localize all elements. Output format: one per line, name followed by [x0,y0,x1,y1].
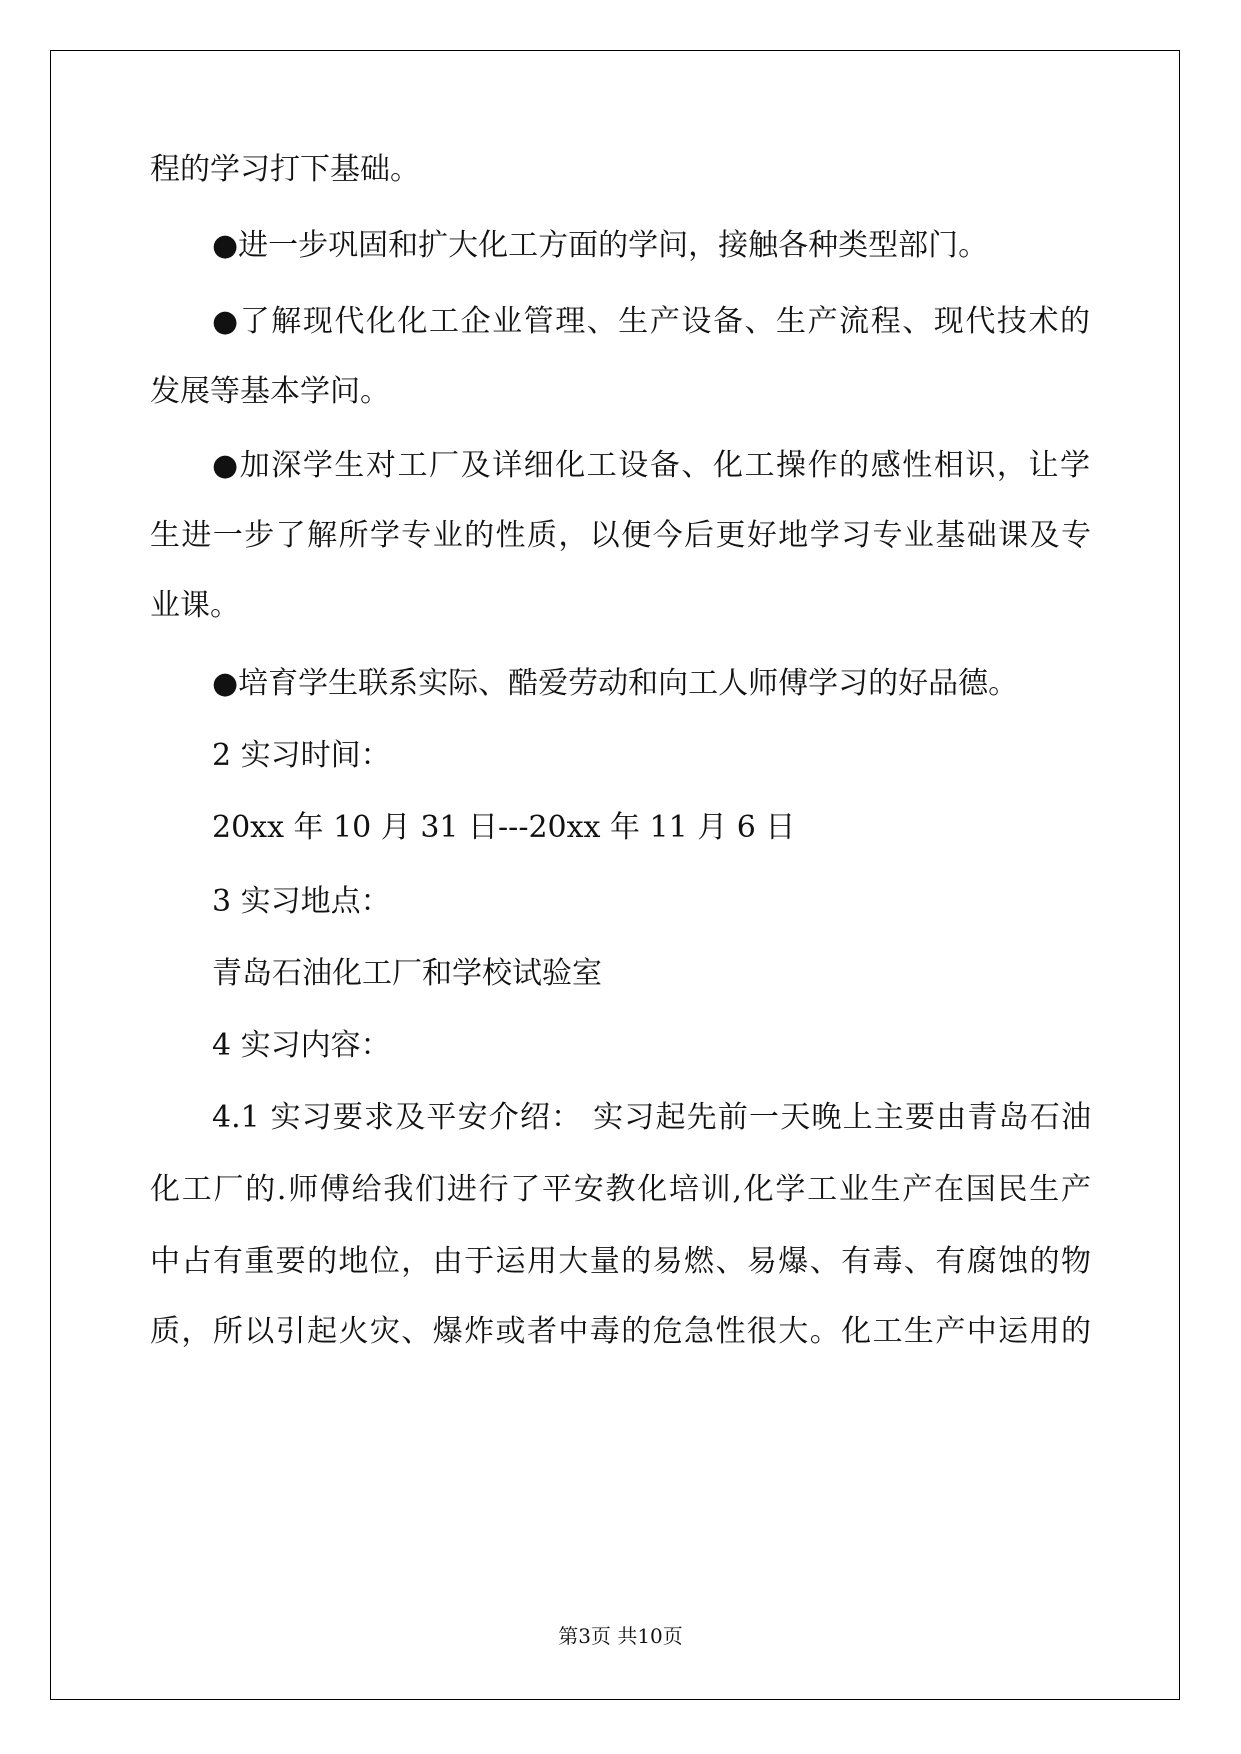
paragraph-line: 生进一步了解所学专业的性质，以便今后更好地学习专业基础课及专 [150,518,1091,553]
bullet-item: ●加深学生对工厂及详细化工设备、化工操作的感性相识，让学 [212,448,1090,483]
internship-dates: 20xx 年 10 月 31 日---20xx 年 11 月 6 日 [212,810,796,845]
paragraph-line: 中占有重要的地位，由于运用大量的易燃、易爆、有毒、有腐蚀的物 [150,1244,1091,1279]
section-heading: 4 实习内容： [212,1028,391,1063]
page-number: 第3页 共10页 [558,1624,683,1648]
paragraph-line: 发展等基本学问。 [150,374,390,409]
paragraph-line: 业课。 [150,588,240,623]
bullet-item: ●培育学生联系实际、酷爱劳动和向工人师傅学习的好品德。 [212,666,1019,701]
paragraph-line: 程的学习打下基础。 [150,152,420,187]
subsection-text: 4.1 实习要求及平安介绍： 实习起先前一天晚上主要由青岛石油 [212,1100,1091,1135]
paragraph-line: 化工厂的.师傅给我们进行了平安教化培训,化学工业生产在国民生产 [150,1172,1091,1207]
page-border [50,50,1180,1700]
paragraph-line: 质，所以引起火灾、爆炸或者中毒的危急性很大。化工生产中运用的 [150,1314,1091,1349]
internship-location: 青岛石油化工厂和学校试验室 [212,956,602,991]
section-heading: 2 实习时间： [212,738,391,773]
section-heading: 3 实习地点： [212,884,391,919]
bullet-item: ●进一步巩固和扩大化工方面的学问，接触各种类型部门。 [212,228,989,263]
bullet-item: ●了解现代化化工企业管理、生产设备、生产流程、现代技术的 [212,304,1090,339]
